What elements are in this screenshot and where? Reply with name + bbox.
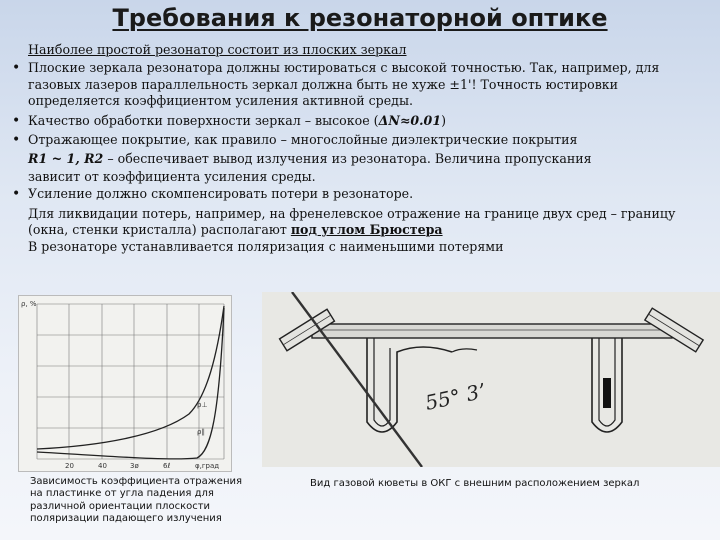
polarization-line: В резонаторе устанавливается поляризация с наименьшими потерями (28, 239, 504, 255)
graph-curve1-label: ρ⊥ (197, 401, 208, 409)
bullet-coating (8, 132, 712, 148)
bullet-gain-text: Усиление должно скомпенсировать потери в резонаторе. (28, 186, 414, 202)
graph-xtick-4: φ,град (195, 462, 220, 470)
curve-perpendicular (37, 306, 224, 449)
bullet-surface-quality (8, 113, 712, 129)
brewster-text: Для ликвидации потерь, например, на френелевское отражение на границе двух сред – границу (окна, стенки кристалла) располагают (28, 205, 676, 238)
coating-subline-2: зависит от коэффициента усиления среды. (28, 168, 316, 184)
left-figure-caption: Зависимость коэффициента отражения на пластинке от угла падения для различной ориентации плоскости поляризации падающего излучения (30, 476, 242, 525)
coating-subline (8, 151, 712, 167)
reflectance-graph-svg (19, 296, 231, 471)
graph-xtick-0: 20 (65, 462, 74, 470)
text-block (8, 42, 712, 257)
bullet-surface-text: Качество обработки поверхности зеркал – высокое ( (28, 112, 379, 128)
bullet-surface-close: ) (441, 112, 447, 128)
brewster-link[interactable]: под углом Брюстера (290, 222, 443, 238)
bullet-gain (8, 186, 712, 202)
gas-cuvette-svg (262, 292, 720, 467)
brewster-paragraph (8, 206, 712, 239)
graph-curve2-label: ρ∥ (197, 428, 205, 436)
photo-angle-annotation: 55° 3ʼ (423, 378, 488, 415)
bullet-coating-text: Отражающее покрытие, как правило – многослойные диэлектрические покрытия (28, 132, 578, 148)
intro-text: Наиболее простой резонатор состоит из плоских зеркал (28, 42, 407, 57)
graph-xtick-3: 6ℓ (163, 462, 171, 470)
graph-ylabel: ρ, % (21, 300, 37, 308)
curve-parallel (37, 308, 224, 459)
graph-xtick-2: 3ø (130, 462, 139, 470)
bullet-alignment-text: Плоские зеркала резонатора должны юстироваться с высокой точностью. Так, например, для газовых лазеров параллельность зеркал должна быть не хуже ±1'! Точность юстировки определяется коэффициентом усиления активной среды. (28, 60, 660, 109)
reflectance-graph (18, 295, 232, 472)
right-figure-caption: Вид газовой кюветы в ОКГ с внешним расположением зеркал (310, 478, 640, 489)
bullet-alignment (8, 60, 712, 109)
coating-subline-text: – обеспечивает вывод излучения из резонатора. Величина пропускания (103, 151, 592, 167)
graph-xtick-1: 40 (98, 462, 107, 470)
page-title: Требования к резонаторной оптике (112, 4, 608, 32)
delta-n-value: ΔN≈0.01 (378, 112, 442, 128)
reflectance-formula: R1 ~ 1, R2 (28, 151, 104, 167)
gas-cuvette-figure (262, 292, 720, 467)
